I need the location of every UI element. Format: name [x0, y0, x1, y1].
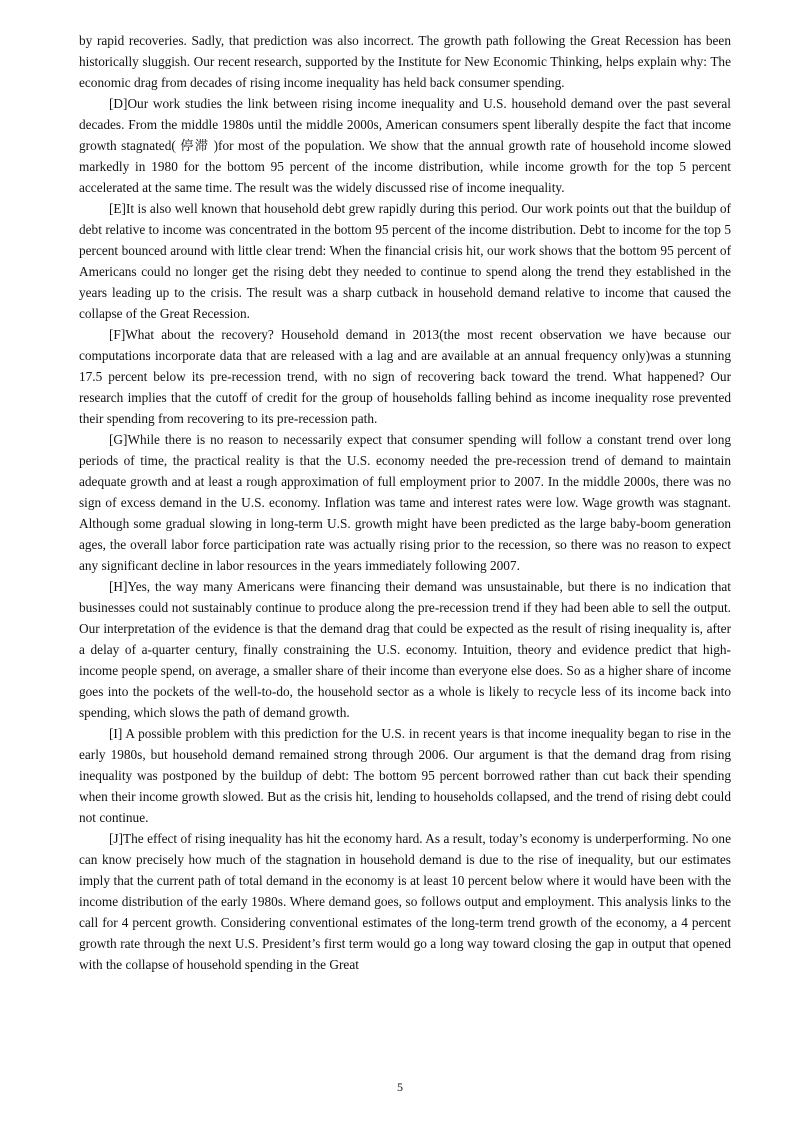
paragraph-j: [J]The effect of rising inequality has hit the economy hard. As a result, today’s economy is underperforming. No one can know precisely how much of the stagnation in household demand is due to the rise of inequality, but our estimates imply that the current path of total demand in the economy is at least 10 percent below where it would have been with the income distribution of the early 1980s. Where demand goes, so follows output and employment. This analysis links to the call for 4 percent growth. Considering conventional estimates of the long-term trend growth of the economy, a 4 percent growth rate through the next U.S. President’s first term would go a long way toward closing the gap in output that opened with the collapse of household spending in the Great — [79, 831, 731, 972]
paragraph-d: [D]Our work studies the link between rising income inequality and U.S. household demand over the past several decades. From the middle 1980s until the middle 2000s, American consumers spent liberally despite the fact that income growth stagnated( 停滞 )for most of the population. We show that the annual growth rate of household income slowed markedly in 1980 for the bottom 95 percent of the income distribution, while income growth for the top 5 percent accelerated at the same time. The result was the widely discussed rise of income inequality. — [79, 96, 731, 195]
paragraph-e: [E]It is also well known that household debt grew rapidly during this period. Our work points out that the buildup of debt relative to income was concentrated in the bottom 95 percent of the income distribution. Debt to income for the top 5 percent bounced around with little clear trend: When the financial crisis hit, our work shows that the bottom 95 percent of Americans could no longer get the rising debt they needed to continue to spend along the trend they established in the years leading up to the crisis. The result was a sharp cutback in household demand relative to income that caused the collapse of the Great Recession. — [79, 201, 731, 321]
paragraph-f: [F]What about the recovery? Household demand in 2013(the most recent observation we have because our computations incorporate data that are released with a lag and are available at an annual frequency only)was a stunning 17.5 percent below its pre-recession trend, with no sign of recovering back toward the trend. What happened? Our research implies that the cutoff of credit for the group of households falling behind as income inequality rose prevented their spending from recovering to its pre-recession path. — [79, 327, 731, 426]
paragraph-continuation: by rapid recoveries. Sadly, that prediction was also incorrect. The growth path following the Great Recession has been historically sluggish. Our recent research, supported by the Institute for New Economic Thinking, helps explain why: The economic drag from decades of rising income inequality has held back consumer spending. — [79, 33, 731, 90]
paragraph-h: [H]Yes, the way many Americans were financing their demand was unsustainable, but there is no indication that businesses could not sustainably continue to produce along the pre-recession trend if they had been able to sell the output. Our interpretation of the evidence is that the demand drag that could be expected as the result of rising inequality is, after a delay of a-quarter century, finally constraining the U.S. economy. Intuition, theory and evidence predict that high-income people spend, on average, a smaller share of their income than everyone else does. So as a higher share of income goes into the pockets of the well-to-do, the household sector as a whole is likely to recycle less of its income back into spending, which slows the path of demand growth. — [79, 579, 731, 720]
paragraph-g: [G]While there is no reason to necessarily expect that consumer spending will follow a constant trend over long periods of time, the practical reality is that the U.S. economy needed the pre-recession trend of demand to maintain adequate growth and at least a rough approximation of full employment prior to 2007. In the middle 2000s, there was no sign of excess demand in the U.S. economy. Inflation was tame and interest rates were low. Wage growth was stagnant. Although some gradual slowing in long-term U.S. growth might have been predicted as the large baby-boom generation ages, the overall labor force participation rate was actually rising prior to the recession, so there was no reason to expect any significant decline in labor resources in the years immediately following 2007. — [79, 432, 731, 573]
page-number: 5 — [397, 1080, 403, 1094]
document-page — [79, 30, 731, 975]
paragraph-i: [I] A possible problem with this prediction for the U.S. in recent years is that income inequality began to rise in the early 1980s, but household demand remained strong through 2006. Our argument is that the demand drag from rising inequality was postponed by the buildup of debt: The bottom 95 percent borrowed rather than cut back their spending when their income growth slowed. But as the crisis hit, lending to households collapsed, and the trend of rising debt could not continue. — [79, 726, 731, 825]
